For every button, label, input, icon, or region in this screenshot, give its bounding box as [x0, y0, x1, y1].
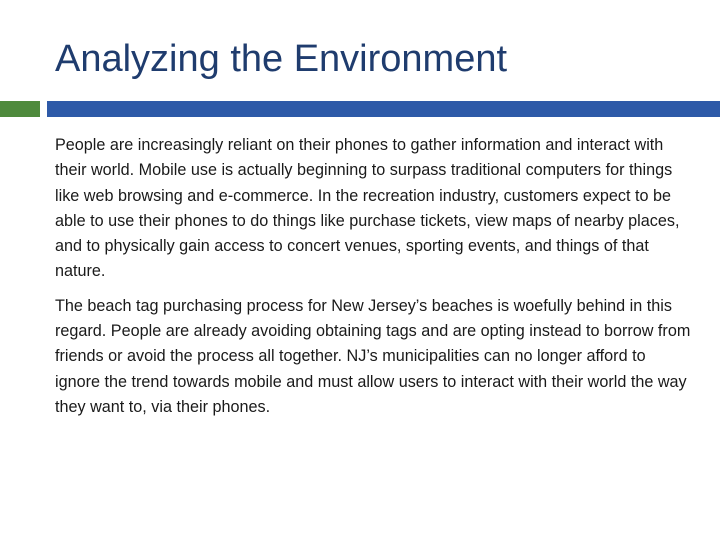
title-underline-blue-bar [47, 101, 720, 117]
body-paragraph-mobile-trend: People are increasingly reliant on their phones to gather information and interact with their world. Mobile use is actually beginning to surpass traditional computers for things like web browsing and e-commerce. In the recreation industry, customers expect to be able to use their phones to do things like purchase tickets, view maps of nearby places, and to physically gain access to concert venues, sporting events, and things of that nature. [55, 136, 680, 281]
body-paragraph-beach-tags: The beach tag purchasing process for New Jersey’s beaches is woefully behind in this regard. People are already avoiding obtaining tags and are opting instead to borrow from friends or avoid the process all together. NJ’s municipalities can no longer afford to ignore the trend towards mobile and must allow users to interact with their world the way they want to, via their phones. [55, 296, 691, 416]
slide-title: Analyzing the Environment [55, 38, 508, 80]
slide-body [55, 133, 695, 429]
title-underline-green-accent [0, 101, 40, 117]
